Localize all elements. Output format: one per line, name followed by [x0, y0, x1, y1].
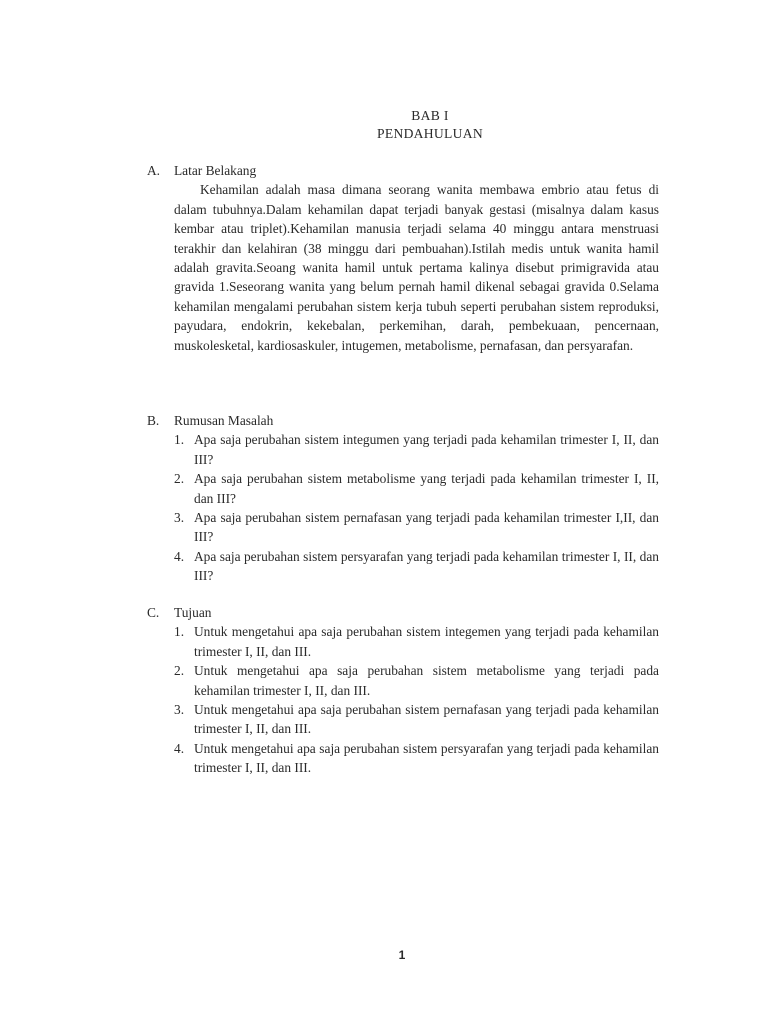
- list-number: 4.: [174, 740, 185, 756]
- list-text: Untuk mengetahui apa saja perubahan sistem persyarafan yang terjadi pada kehamilan trimester I, II, dan III.: [194, 740, 659, 776]
- list-number: 3.: [174, 510, 185, 526]
- section-title: Tujuan: [174, 605, 212, 620]
- list-item: [174, 430, 659, 469]
- section-letter: A.: [147, 163, 161, 178]
- list-number: 2.: [174, 471, 185, 487]
- section-title: Rumusan Masalah: [174, 413, 274, 428]
- numbered-list: [174, 622, 659, 777]
- section-heading: [147, 161, 659, 180]
- body-paragraph: Kehamilan adalah masa dimana seorang wanita membawa embrio atau fetus di dalam tubuhnya.Dalam kehamilan dapat terjadi banyak gestasi (misalnya dalam kasus kembar atau triplet).Kehamilan manusia terjadi selama 40 minggu antara menstruasi terakhir dan kelahiran (38 minggu dari pembuahan).Istilah medis untuk wanita hamil adalah gravita.Seoang wanita hamil untuk pertama kalinya disebut primigravida atau gravida 1.Seseorang wanita yang belum pernah hamil dikenal sebagai gravida 0.Selama kehamilan mengalami perubahan sistem kerja tubuh seperti perubahan sistem reproduksi, payudara, endokrin, kekebalan, perkemihan, darah, pembekuaan, pencernaan, muskolesketal, kardiosaskuler, intugemen, metabolisme, pernafasan, dan persyarafan.: [174, 182, 659, 353]
- list-text: Untuk mengetahui apa saja perubahan sistem metabolisme yang terjadi pada kehamilan trimester I, II, dan III.: [194, 663, 659, 698]
- page-number: 1: [398, 948, 406, 962]
- section-letter: C.: [147, 605, 160, 620]
- section-heading: [147, 411, 659, 430]
- section-rumusan-masalah: [147, 411, 659, 586]
- numbered-list: [174, 430, 659, 585]
- section-letter: B.: [147, 413, 160, 428]
- list-text: Apa saja perubahan sistem metabolisme yang terjadi pada kehamilan trimester I, II, dan III?: [194, 471, 659, 506]
- list-text: Untuk mengetahui apa saja perubahan sistem pernafasan yang terjadi pada kehamilan trimester I, II, dan III.: [194, 702, 659, 737]
- list-text: Apa saja perubahan sistem integumen yang terjadi pada kehamilan trimester I, II, dan III?: [194, 432, 659, 467]
- list-item: [174, 739, 659, 778]
- chapter-title: PENDAHULUAN: [376, 126, 483, 141]
- list-number: 1.: [174, 624, 185, 640]
- list-text: Untuk mengetahui apa saja perubahan sistem integemen yang terjadi pada kehamilan trimester I, II, dan III.: [194, 624, 659, 659]
- section-latar-belakang: [147, 161, 659, 355]
- list-number: 3.: [174, 702, 185, 718]
- list-item: [174, 700, 659, 739]
- list-item: [174, 661, 659, 700]
- list-item: [174, 622, 659, 661]
- list-item: [174, 508, 659, 547]
- list-text: Apa saja perubahan sistem pernafasan yang terjadi pada kehamilan trimester I,II, dan III?: [194, 510, 659, 545]
- section-heading: [147, 603, 659, 622]
- section-tujuan: [147, 603, 659, 778]
- chapter-label: BAB I: [411, 108, 449, 123]
- section-title: Latar Belakang: [174, 163, 257, 178]
- list-number: 1.: [174, 432, 185, 448]
- list-number: 2.: [174, 663, 185, 679]
- list-number: 4.: [174, 548, 185, 564]
- list-text: Apa saja perubahan sistem persyarafan yang terjadi pada kehamilan trimester I, II, dan III?: [194, 548, 659, 584]
- list-item: [174, 547, 659, 586]
- list-item: [174, 469, 659, 508]
